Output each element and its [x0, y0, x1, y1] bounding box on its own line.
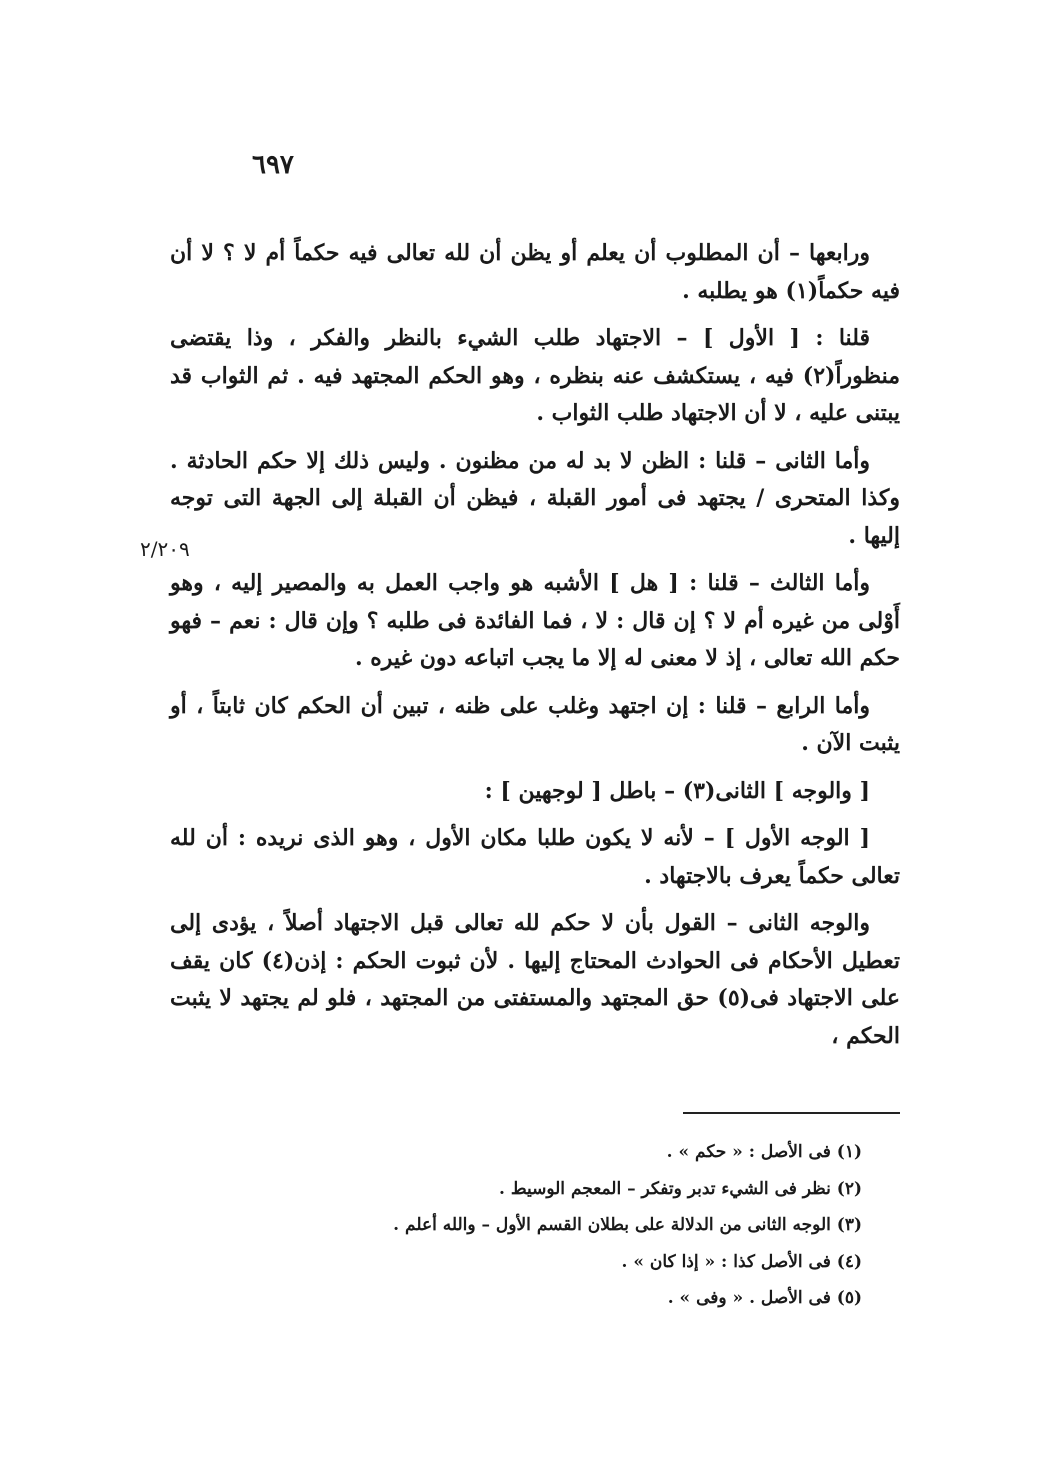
paragraph-reply-first: قلنا : [ الأول ] – الاجتهاد طلب الشيء بالنظر والفكر ، وذا يقتضى منظوراً(٢) فيه ، يستكشف عنه بنظره ، وهو الحكم المجتهد فيه . ثم الثواب قد يبتنى عليه ، لا أن الاجتهاد طلب الثواب . [170, 325, 900, 426]
footnote-3: (٣) الوجه الثانى من الدلالة على بطلان القسم الأول – والله أعلم . [393, 1215, 862, 1235]
footnote-4: (٤) فى الأصل كذا : « إذا كان » . [621, 1251, 862, 1272]
footnote-5: (٥) فى الأصل . « وفى » . [667, 1288, 862, 1308]
paragraph-fourth-objection: ورابعها – أن المطلوب أن يعلم أو يظن أن لله تعالى فيه حكماً أم لا ؟ لا أن فيه حكماً(١) هو يطلبه . [170, 240, 900, 304]
paragraph-reply-fourth: وأما الرابع – قلنا : إن اجتهد وغلب على ظنه ، تبين أن الحكم كان ثابتاً ، أو يثبت الآن . [170, 692, 900, 756]
footnote-2: (٢) نظر فى الشيء تدبر وتفكر – المعجم الوسيط . [499, 1178, 862, 1199]
footnote-1: (١) فى الأصل : « حكم » . [666, 1142, 862, 1162]
footnote-divider [683, 1112, 900, 1114]
paragraph-first-reason: [ الوجه الأول ] – لأنه لا يكون طلبا مكان الأول ، وهو الذى نريده : أن لله تعالى حكماً يعرف بالاجتهاد . [170, 825, 900, 889]
paragraph-second-aspect-heading: [ والوجه ] الثانى(٣) – باطل [ لوجهين ] : [484, 777, 870, 804]
paragraph-reply-third: وأما الثالث – قلنا : [ هل ] الأشبه هو واجب العمل به والمصير إليه ، وهو أَوْلى من غيره أم لا ؟ إن قال : لا ، فما الفائدة فى طلبه ؟ وإن قال : نعم – فهو حكم الله تعالى ، إذ لا معنى له إلا ما يجب اتباعه دون غيره . [170, 570, 900, 671]
main-text [170, 235, 900, 1059]
margin-reference: ٢/٢٠٩ [140, 537, 190, 561]
paragraph-reply-second: وأما الثانى – قلنا : الظن لا بد له من مظنون . وليس ذلك إلا حكم الحادثة . وكذا المتحرى / يجتهد فى أمور القبلة ، فيظن أن القبلة إلى الجهة التى توجه إليها . [170, 447, 900, 549]
paragraph-second-reason: والوجه الثانى – القول بأن لا حكم لله تعالى قبل الاجتهاد أصلاً ، يؤدى إلى تعطيل الأحكام فى الحوادث المحتاج إليها . لأن ثبوت الحكم : إذن(٤) كان يقف على الاجتهاد فى(٥) حق المجتهد والمستفتى من المجتهد ، فلو لم يجتهد لا يثبت الحكم ، [170, 910, 900, 1049]
page-number: ٦٩٧ [252, 150, 294, 180]
footnotes [300, 1134, 862, 1317]
